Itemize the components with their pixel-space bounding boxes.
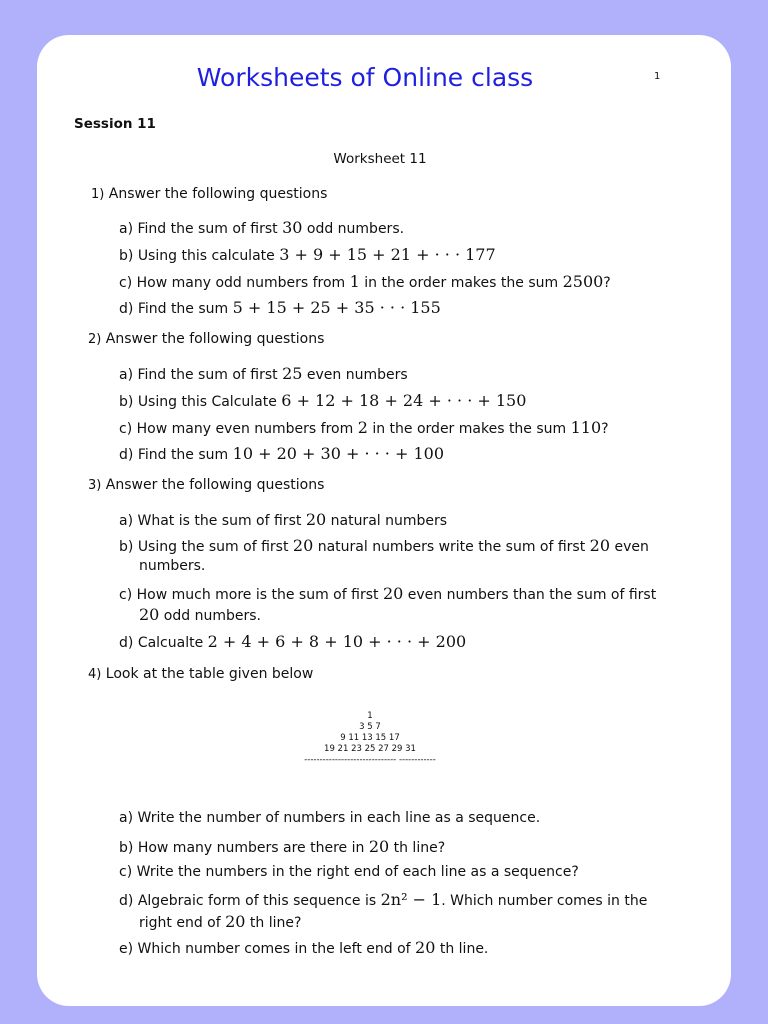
math-expression: 20 [589, 536, 611, 555]
item-text: Using this calculate [137, 248, 280, 264]
item-text: Algebraic form of this sequence is [137, 893, 381, 909]
item-text: Write the number of numbers in each line as a sequence. [137, 810, 541, 826]
item-text: natural numbers [326, 513, 448, 529]
question-number: 2) [88, 332, 102, 347]
math-expression: 6 + 12 + 18 + 24 + · · · + 150 [281, 391, 527, 410]
item-text: odd numbers. [159, 608, 261, 624]
item-text: even [610, 539, 649, 555]
item-label: c) [119, 864, 133, 880]
question-text: Answer the following questions [105, 331, 325, 347]
question-text: Answer the following questions [105, 477, 325, 493]
item-label: b) [119, 248, 134, 264]
page-title: Worksheets of Online class [196, 63, 534, 92]
item-text: natural numbers write the sum of first [313, 539, 590, 555]
math-expression: 1 [349, 272, 360, 291]
subquestion-4e [119, 938, 488, 957]
subquestion-2a [119, 364, 408, 383]
subquestion-2b [119, 391, 526, 410]
number-triangle-table [37, 711, 703, 766]
item-text: even numbers than the sum of first [403, 587, 657, 603]
item-label: c) [119, 421, 133, 437]
question-1 [91, 186, 327, 202]
item-text: . Which number comes in the [441, 893, 648, 909]
item-text: Using the sum of first [137, 539, 293, 555]
math-expression: 3 + 9 + 15 + 21 + · · · 177 [279, 245, 496, 264]
table-row: 1 [367, 711, 373, 721]
item-text: th line. [435, 941, 489, 957]
item-text: th line? [389, 840, 446, 856]
item-label: d) [119, 447, 134, 463]
math-expression: 20 [139, 605, 160, 624]
item-label: a) [119, 810, 134, 826]
subquestion-4b [119, 837, 445, 856]
item-label: a) [119, 367, 134, 383]
table-row: 19 21 23 25 27 29 31 [324, 744, 416, 754]
math-expression: 20 [415, 938, 436, 957]
item-text: How much more is the sum of first [136, 587, 383, 603]
item-label: d) [119, 893, 134, 909]
math-expression: 2 [357, 418, 368, 437]
item-label: e) [119, 941, 134, 957]
item-label: c) [119, 275, 133, 291]
item-label: d) [119, 635, 134, 651]
item-label: b) [119, 539, 134, 555]
item-text: Write the numbers in the right end of each line as a sequence? [136, 864, 579, 880]
subquestion-1b [119, 245, 496, 264]
table-row: 3 5 7 [359, 722, 381, 732]
item-text: numbers. [139, 558, 206, 574]
subquestion-2d [119, 444, 444, 463]
item-text: ? [603, 275, 611, 291]
math-expression: 2500 [562, 272, 604, 291]
subquestion-3a [119, 510, 447, 529]
item-text: th line? [245, 915, 302, 931]
item-label: b) [119, 394, 134, 410]
item-label: d) [119, 301, 134, 317]
subquestion-4d-cont [139, 912, 301, 931]
subquestion-4a [119, 810, 540, 826]
item-text: Find the sum of first [137, 221, 283, 237]
math-expression: 25 [282, 364, 303, 383]
table-row: 9 11 13 15 17 [340, 733, 400, 743]
subquestion-1c [119, 272, 611, 291]
math-expression: 20 [305, 510, 327, 529]
question-3 [88, 477, 324, 493]
subquestion-4d [119, 890, 647, 909]
item-text: Using this Calculate [137, 394, 282, 410]
question-text: Look at the table given below [105, 666, 314, 682]
subquestion-2c [119, 418, 609, 437]
item-text: ? [601, 421, 609, 437]
worksheet-page [37, 35, 731, 1006]
math-expression: 10 + 20 + 30 + · · · + 100 [232, 444, 444, 463]
item-label: a) [119, 221, 134, 237]
question-number: 1) [91, 187, 105, 202]
item-text: even numbers [302, 367, 408, 383]
question-2 [88, 331, 324, 347]
item-text: in the order makes the sum [359, 275, 563, 291]
math-expression: 20 [382, 584, 404, 603]
session-label: Session 11 [74, 116, 156, 132]
item-label: c) [119, 587, 133, 603]
page-number: 1 [654, 71, 661, 82]
question-4 [88, 666, 313, 682]
item-text: What is the sum of first [137, 513, 306, 529]
subquestion-3d [119, 632, 466, 651]
item-text: right end of [139, 915, 226, 931]
item-text: odd numbers. [302, 221, 405, 237]
item-label: a) [119, 513, 134, 529]
worksheet-title: Worksheet 11 [333, 151, 427, 167]
math-expression: 5 + 15 + 25 + 35 · · · 155 [232, 298, 441, 317]
item-text: Calcualte [137, 635, 208, 651]
subquestion-3c [119, 584, 656, 603]
math-expression: 20 [292, 536, 314, 555]
table-row: ------------------------------ ------------ [304, 755, 436, 765]
math-expression: 30 [282, 218, 303, 237]
subquestion-3c-cont [139, 605, 261, 624]
subquestion-1d [119, 298, 441, 317]
math-expression: 110 [570, 418, 602, 437]
question-text: Answer the following questions [108, 186, 328, 202]
item-text: Find the sum [137, 447, 233, 463]
subquestion-3b [119, 536, 649, 555]
item-text: in the order makes the sum [367, 421, 571, 437]
question-number: 3) [88, 478, 102, 493]
item-text: Find the sum [137, 301, 233, 317]
subquestion-3b-cont [139, 558, 205, 574]
subquestion-4c [119, 864, 579, 880]
subquestion-1a [119, 218, 404, 237]
item-text: How many numbers are there in [137, 840, 369, 856]
math-expression: 2 + 4 + 6 + 8 + 10 + · · · + 200 [207, 632, 467, 651]
item-label: b) [119, 840, 134, 856]
item-text: How many odd numbers from [136, 275, 350, 291]
item-text: How many even numbers from [136, 421, 358, 437]
item-text: Which number comes in the left end of [137, 941, 416, 957]
question-number: 4) [88, 667, 102, 682]
math-expression: 20 [368, 837, 390, 856]
item-text: Find the sum of first [137, 367, 283, 383]
math-expression: 20 [225, 912, 246, 931]
math-expression: 2n² − 1 [380, 890, 442, 909]
